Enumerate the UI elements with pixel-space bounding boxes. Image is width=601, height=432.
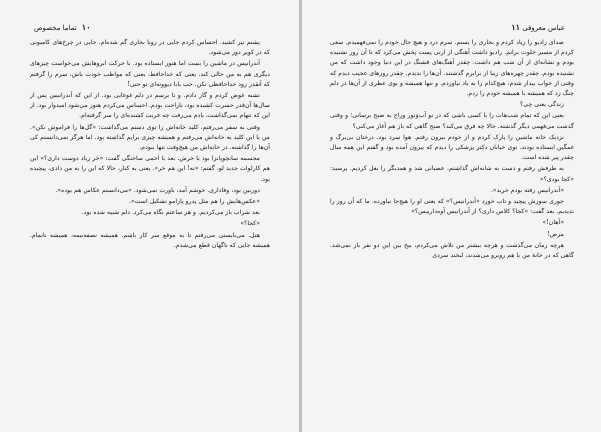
paragraph: زندگی یعنی چی؟ [520, 101, 564, 109]
paragraph: «عکس‌هایش را هم مثل پدرو پارامو تشکیل است». [129, 198, 260, 206]
left-page-header [34, 22, 90, 32]
right-page [302, 0, 601, 432]
paragraph: به طرفش رفتم و دست به شانه‌اش گذاشتم. عصبانی شد و همدیگر را بغل کردیم. پرسید: «کجا بودی؟» [330, 165, 574, 183]
left-page-body [30, 38, 270, 252]
right-page-body [330, 38, 574, 262]
paragraph: هتل. می‌بایستی می‌رفتم تا به موقع سر کار باشم. همیشه نصفه‌نیمه، همیشه ناتمام. همیشه جایی که ناگهان قطع می‌شدم. [30, 231, 270, 249]
left-page-chapter: تماما مخصوص [34, 24, 77, 32]
paragraph: «آندرانیس رفته بودم خرید». [490, 186, 564, 194]
paragraph: «آهان!» [542, 219, 564, 227]
paragraph: نزدیک خانه ماشین را پارک کردم و از خودم بیرون رفتم. هوا سرد بود. درختان بی‌برگ و غمگین ایستاده بودند. توی خیابان دکتر پزشکی را دیدم که بیرون آمده بود و گفتم این همه سال چقدر پیر شده است. [330, 133, 574, 162]
paragraph: «کجا؟» [240, 220, 260, 228]
right-page-chapter: عباس معروفی [522, 24, 565, 32]
paragraph: آندرانیس در ماشین را بست اما هنوز ایستاده بود. با حرکت ابروهایش می‌خواست چیزهای دیگری هم به من حالی کند. یعنی که خداحافظ، یعنی که مواظب خودت باش، سرم را گرفتم که آنقدر زود خداحافظی نکن. خب بابا دیوونه‌ای تو حتی! [30, 60, 270, 88]
paragraph: وقتی به سفر می‌رفتم، کلید خانه‌اش را توی دستم می‌گذاشت: «گل‌ها را فراموش نکن». من با این کلید به خانه‌اش می‌رفتم و همیشه چیزی برایم گذاشته بود. اما هرگز نمی‌دانستم کی آن‌ها را گذاشته. در خانه‌اش من هیچ‌وقت تنها نبودم. [30, 123, 270, 152]
paragraph: جوری سوزش پیچید و تاب خورد «آندرانیس؟» که یعنی او را هیچ‌جا نیاورده. ما که آن روز را ندیدیم. بعد گفت: «کجا؟ کلاس داری؟ از آندرانیس آوه‌دارییس؟» [330, 198, 574, 216]
paragraph: صدای رادیو را زیاد کردم و بخاری را بستم. سرم درد و هیچ حال خودم را نمی‌فهمیدم. سعی کردم از مسیر خلوت برانم. رادیو داشت آهنگی از ارتی پست پخش می‌کرد که تا آن روز نشنیده بودم و نشانه‌ای از آن شب هم داشت. چقدر آهنگ‌های قشنگ در این دنیا وجود داشت که من نشنیده بودم. چقدر چهره‌های زیبا از برابرم گذشتند. آن‌ها را ندیدم. چقدر روزهای عجیب دیدم که وقتی از خواب بیدار شدم، هیچ‌کدام را به یاد نیاوردم. و تنها همیشه و بوی عطری از آن‌ها در دلم چنگ زد که همیشه با همیشه خودم را زدم. [330, 39, 574, 98]
paragraph: هرچه زمان می‌گذشت و هرچه بیشتر من تلاش می‌کردم، بیخ بین این دو نفر باز نمی‌شد. گاهی که در خانهٔ من با هم روبرو می‌شدند، لبخند سردی [330, 241, 574, 260]
right-page-number: ۱۱ [511, 22, 521, 32]
paragraph: مجسمه سانچوپانزا بود با خرش. بعد با اخمی ساختگی گفت: «خر زیاد دوست داری؟» این هم کارلوات جدید لو، گفتم: «نه! این هم خر». یعنی به کنار، حالا که این را به من دادی، پیچیده بود. [30, 155, 270, 183]
paragraph: یعنی این که تمام شب‌هات را با کسی باشی که در تو آب‌ونور وراج به صبح برسانی؛ و وقتی گذشت می‌فهمی دیگر گذشته. حالا چه فرق می‌کند؟ صبح گاهی که باز هم آغاز می‌کنی؟ [330, 112, 574, 130]
paragraph: تشنه عوض کردم و گاز دادم. و تا برسم در دلم غوغایی بود. از این که آندرانیس پس از سال‌ها آن‌قدر حسرت کشیده بود، ناراحت بودم. احساس می‌کردم هنوز می‌شود امیدوار بود. از این که تنهام نمی‌گذاشت، یادم می‌رفت چه غربت کشنده‌ای را سر گرفته‌ام. [30, 92, 270, 120]
right-page-header [508, 22, 565, 32]
paragraph: بعد شراب باز می‌کردیم. و هر ساعتم نگاه می‌کرد. دلم شبیه شده بود. [81, 209, 260, 217]
paragraph: دوربین بود، وفاداری. خوشم آمد، باورت نمی‌شود. «می‌دانستم عکاس هم بوده». [55, 186, 260, 194]
paragraph: پشتم تیر کشید. احساس کردم جایی در زونا بخاری گم شده‌ام. جایی در چرخ‌های کامیونی که در کویر دور می‌شود. [30, 39, 270, 57]
left-page [0, 0, 299, 432]
left-page-number: ۱۰ [81, 22, 91, 32]
paragraph: مرض! [547, 230, 564, 238]
